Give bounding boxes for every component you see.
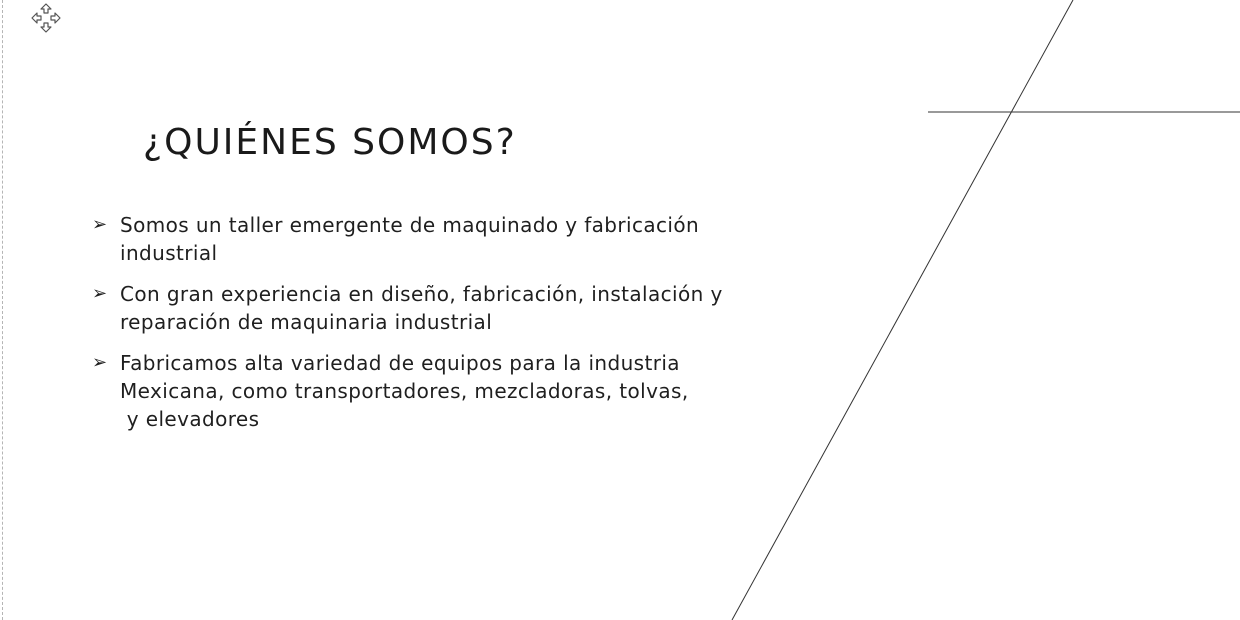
slide-title: ¿QUIÉNES SOMOS? xyxy=(143,122,517,163)
bullet-text-line: reparación de maquinaria industrial xyxy=(120,310,493,334)
bullet-item xyxy=(92,280,812,336)
bullet-text-line: Somos un taller emergente de maquinado y fabricación xyxy=(120,213,700,237)
bullet-text-line: industrial xyxy=(120,241,218,265)
bullet-item xyxy=(92,211,812,267)
move-handle-icon[interactable] xyxy=(30,2,62,34)
move-arrows-icon xyxy=(30,2,62,34)
arrow-bullet-icon: ➢ xyxy=(92,283,108,304)
arrow-bullet-icon: ➢ xyxy=(92,214,108,235)
bullet-text-line: Mexicana, como transportadores, mezcladoras, tolvas, xyxy=(120,379,689,403)
bullet-text-line: y elevadores xyxy=(120,407,260,431)
bullet-text-line: Con gran experiencia en diseño, fabricación, instalación y xyxy=(120,282,723,306)
bullet-text-line: Fabricamos alta variedad de equipos para la industria xyxy=(120,351,680,375)
arrow-bullet-icon: ➢ xyxy=(92,352,108,373)
bullet-list xyxy=(92,211,812,446)
bullet-item xyxy=(92,349,812,433)
slide-left-edge xyxy=(2,0,3,620)
